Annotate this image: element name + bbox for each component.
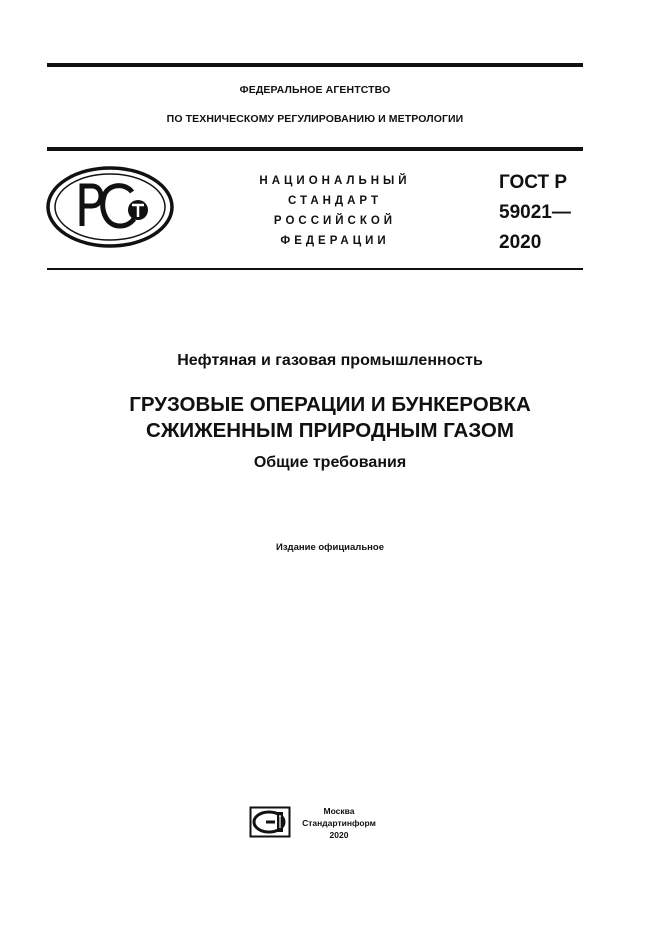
publisher-name: Стандартинформ [302,818,376,828]
national-line-1: НАЦИОНАЛЬНЫЙ [259,175,411,187]
national-line-3: РОССИЙСКОЙ [273,215,397,227]
document-subtitle: Общие требования [253,454,407,471]
publisher-imprint [296,805,382,841]
agency-name-line-2: ПО ТЕХНИЧЕСКОМУ РЕГУЛИРОВАНИЮ И МЕТРОЛОГИИ [166,113,464,125]
national-line-2: СТАНДАРТ [288,195,382,207]
national-line-4: ФЕДЕРАЦИИ [280,235,390,247]
designation-line-2: 59021— [499,202,571,223]
edition-label: Издание официальное [276,542,384,553]
header-rule [47,147,583,151]
designation-line-1: ГОСТ Р [499,172,568,193]
designation-line-3: 2020 [499,232,542,253]
standard-block-rule [47,268,583,270]
standartinform-logo-icon [249,806,291,838]
national-standard-label [230,171,440,251]
publisher-city: Москва [323,806,355,816]
publisher-year: 2020 [329,830,349,840]
title-line-1: ГРУЗОВЫЕ ОПЕРАЦИИ И БУНКЕРОВКА [129,393,531,416]
standard-designation [499,168,594,258]
agency-name-line-1: ФЕДЕРАЛЬНОЕ АГЕНТСТВО [239,84,391,96]
rst-logo-icon [46,166,174,248]
title-line-2: СЖИЖЕННЫМ ПРИРОДНЫМ ГАЗОМ [146,419,514,442]
industry-heading: Нефтяная и газовая промышленность [177,352,483,369]
top-rule [47,63,583,67]
